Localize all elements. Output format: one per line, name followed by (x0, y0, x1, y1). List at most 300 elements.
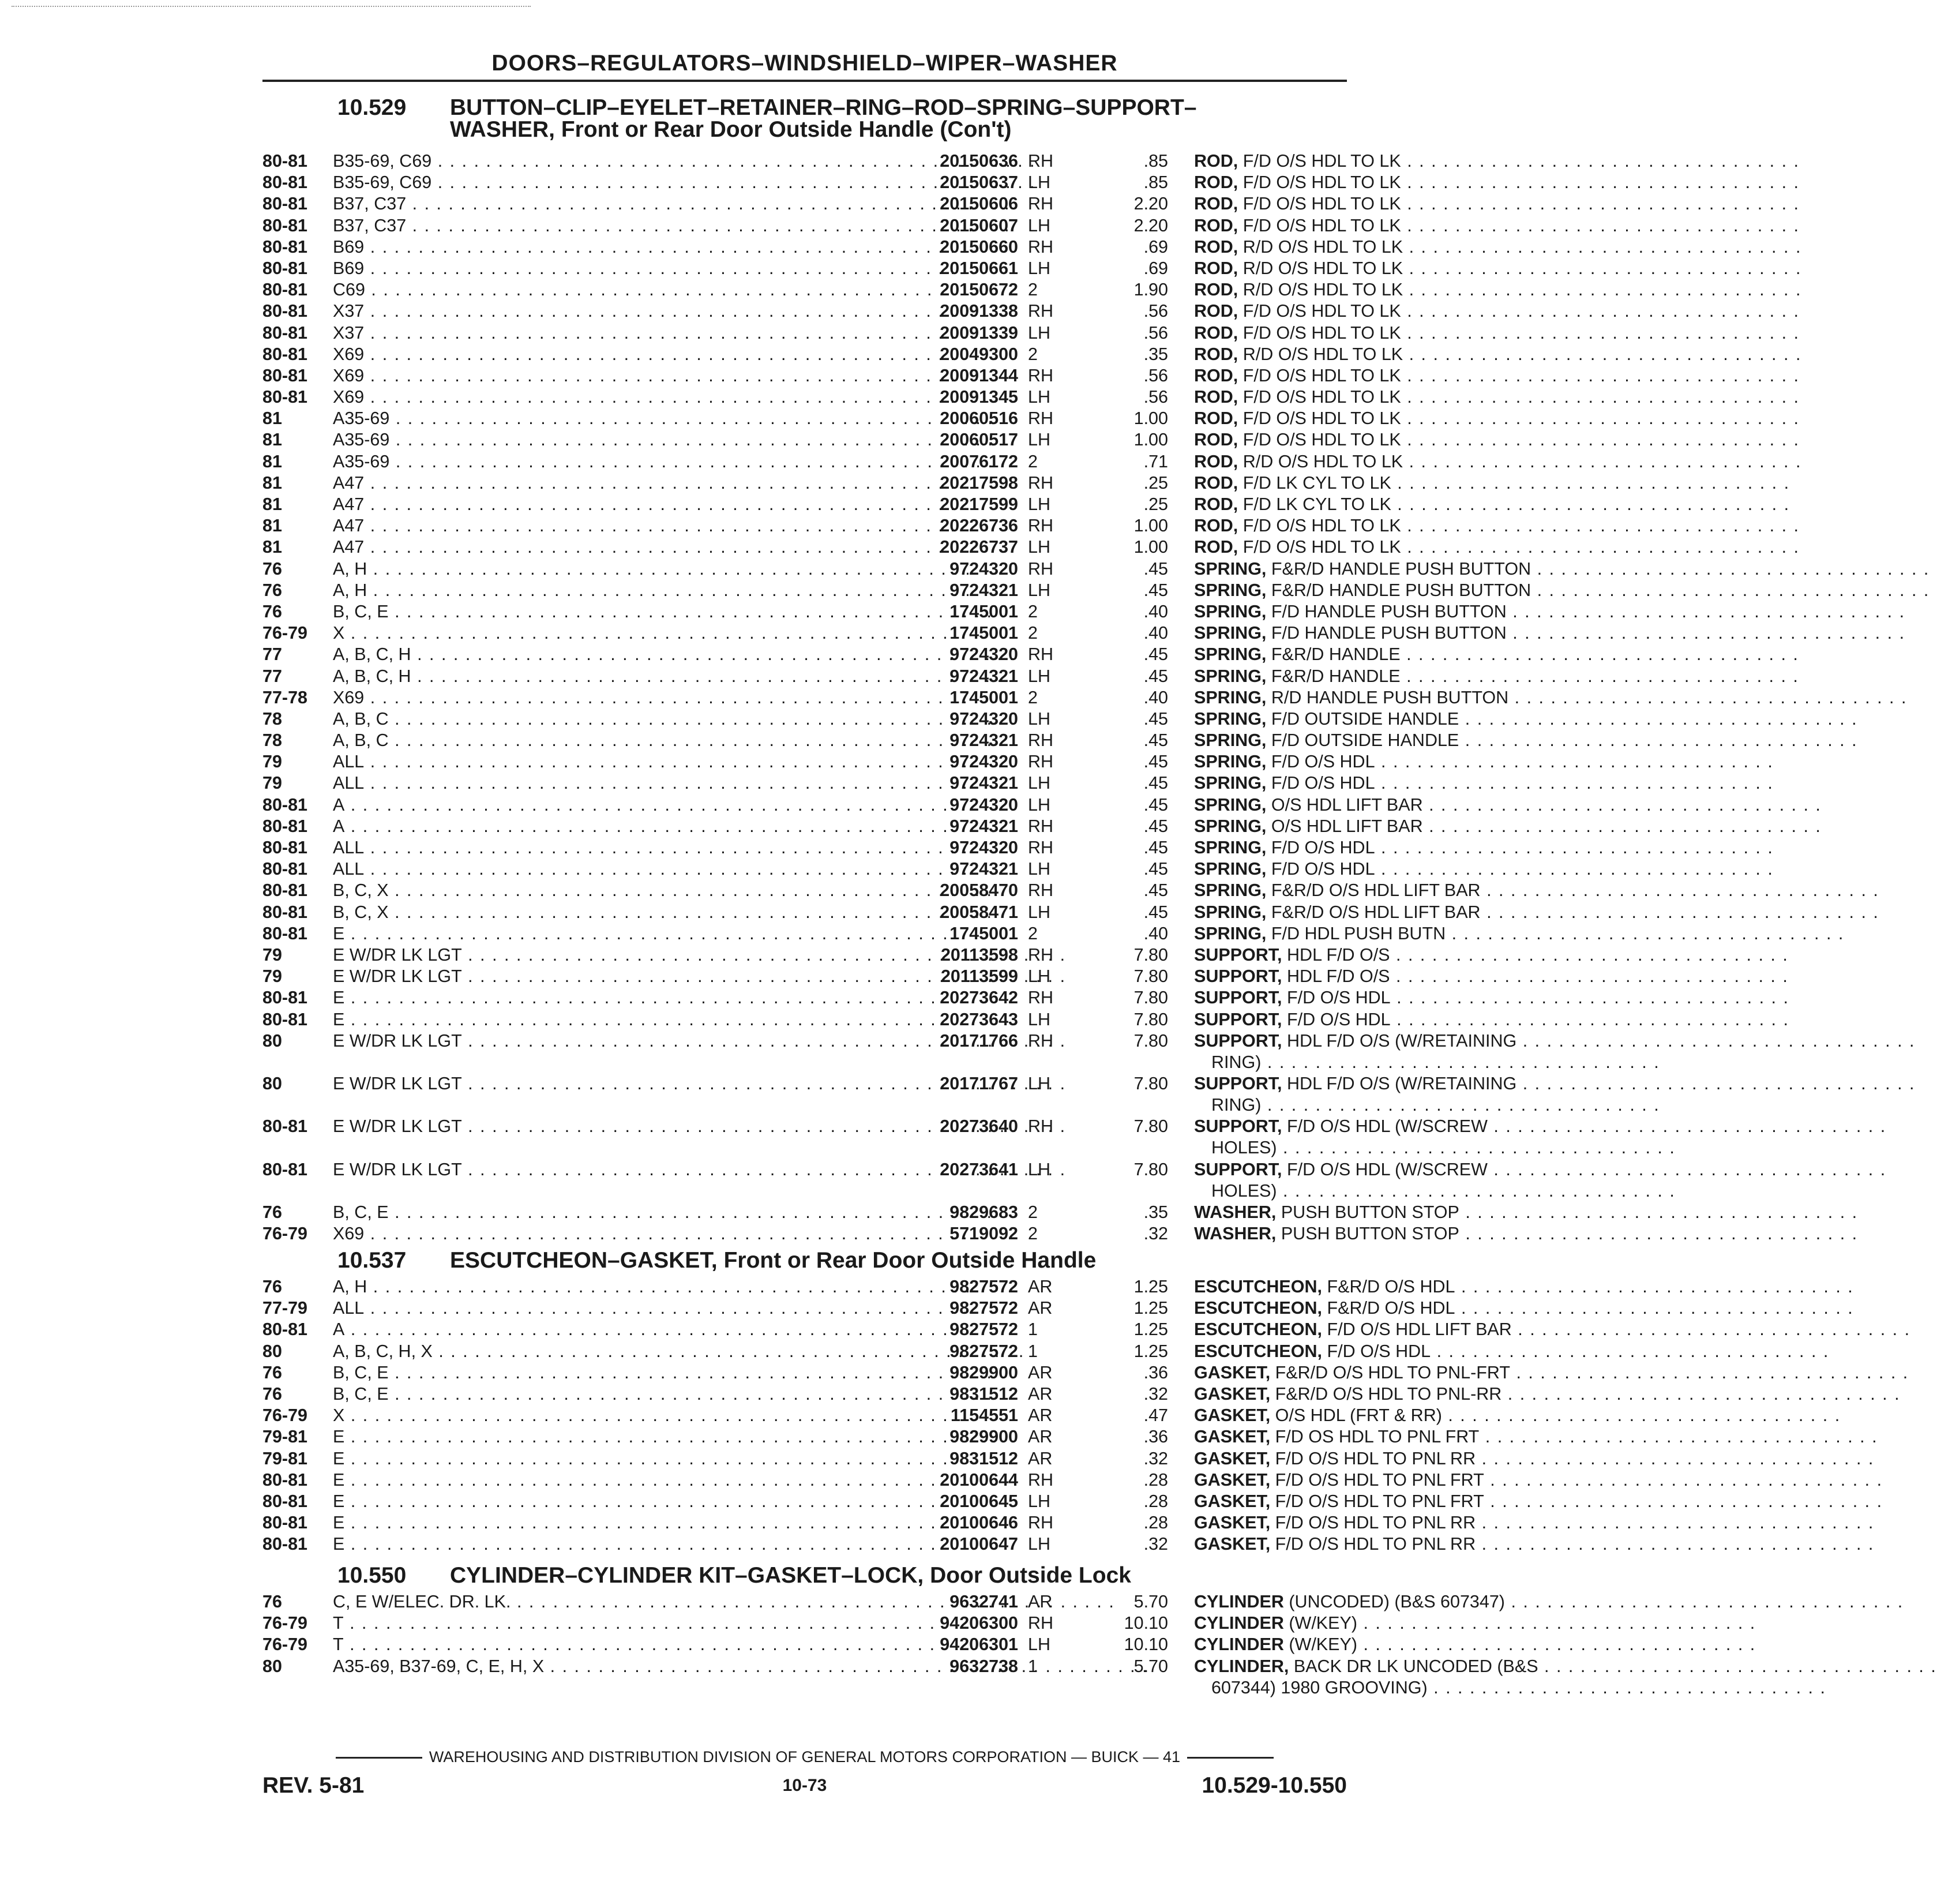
description-noun: CYLINDER (1194, 1613, 1284, 1633)
part-number: 20058470 (940, 880, 1018, 901)
price: 1.00 (1133, 430, 1168, 450)
description (1194, 323, 1598, 344)
description (1194, 344, 1598, 365)
year-range: 76 (262, 1362, 282, 1382)
description-detail: F/D O/S HDL TO LK (1242, 194, 1401, 214)
description-noun: WASHER, (1194, 1224, 1277, 1244)
part-number: 20150661 (940, 258, 1018, 278)
quantity: RH (1028, 752, 1054, 772)
description-noun: SPRING, (1194, 644, 1267, 665)
quantity: RH (1028, 408, 1054, 429)
model-text: E W/DR LK LGT (333, 1030, 462, 1051)
price: 7.80 (1133, 966, 1168, 987)
parts-list (262, 151, 1531, 1245)
description-noun: SPRING, (1194, 880, 1267, 901)
year-range: 81 (262, 408, 282, 429)
year-range: 80-81 (262, 794, 308, 815)
model-applicability (333, 687, 621, 709)
year-range: 81 (262, 494, 282, 514)
section-title (337, 1565, 1131, 1587)
model-applicability (333, 902, 621, 923)
model-applicability (333, 1634, 621, 1655)
list-item (262, 644, 1401, 665)
model-applicability (333, 1073, 621, 1095)
model-text: E (333, 1513, 345, 1533)
model-applicability (333, 1116, 621, 1137)
price: .40 (1143, 687, 1168, 707)
year-range: 77-78 (262, 687, 308, 707)
model-text: C, E W/ELEC. DR. LK. (333, 1592, 511, 1611)
quantity: LH (1028, 1009, 1050, 1029)
part-number: 20273642 (940, 988, 1018, 1008)
quantity: LH (1028, 173, 1050, 193)
part-number: 94206301 (940, 1635, 1018, 1655)
model-applicability (333, 494, 621, 515)
part-number: 1745001 (949, 687, 1018, 707)
description-noun: SUPPORT, (1194, 1159, 1282, 1179)
description-detail: F/D O/S HDL TO LK (1242, 151, 1401, 171)
list-item (262, 1591, 1505, 1613)
quantity: RH (1028, 816, 1054, 836)
description-noun: ESCUTCHEON, (1194, 1298, 1322, 1318)
model-applicability (333, 987, 621, 1009)
description (1194, 1656, 1598, 1699)
description-noun: ROD, (1194, 258, 1238, 278)
description-noun: SUPPORT, (1194, 1030, 1282, 1051)
quantity: RH (1028, 838, 1054, 857)
description (1194, 794, 1598, 816)
list-item (262, 1534, 1476, 1555)
description-continued: 607344) 1980 GROOVING) . . . (1194, 1677, 1598, 1699)
price: .85 (1143, 151, 1168, 171)
list-item (262, 1512, 1476, 1534)
model-text: E W/DR LK LGT (333, 1159, 462, 1179)
part-number: 20100647 (940, 1534, 1018, 1554)
description (1194, 1298, 1598, 1319)
part-number: 20091345 (940, 387, 1018, 407)
description-detail: F/D O/S HDL TO PNL RR (1275, 1448, 1476, 1468)
description-noun: ROD, (1194, 516, 1238, 536)
quantity: RH (1028, 237, 1054, 257)
model-applicability (333, 151, 621, 172)
description-noun: SUPPORT, (1194, 988, 1282, 1008)
price: 7.80 (1133, 944, 1168, 965)
description-noun: GASKET, (1194, 1534, 1271, 1554)
model-applicability (333, 944, 621, 966)
description (1194, 1223, 1598, 1245)
year-range: 76 (262, 1202, 282, 1223)
description (1194, 1448, 1598, 1470)
model-applicability (333, 429, 621, 451)
part-number: 9827572 (949, 1320, 1018, 1340)
year-range: 76-79 (262, 1635, 308, 1655)
list-item (262, 301, 1401, 322)
model-text: X (333, 623, 345, 643)
part-number: 9724321 (949, 666, 1018, 686)
quantity: LH (1028, 537, 1050, 557)
price: .71 (1143, 451, 1168, 471)
model-applicability (333, 666, 621, 687)
model-applicability (333, 966, 621, 987)
quantity: LH (1028, 580, 1050, 600)
description (1194, 494, 1598, 515)
description-noun: SUPPORT, (1194, 944, 1282, 965)
model-text: E (333, 1009, 345, 1029)
description-noun: SPRING, (1194, 923, 1267, 943)
quantity: AR (1028, 1405, 1053, 1426)
description-detail: F/D O/S HDL TO LK (1242, 430, 1401, 450)
description-noun: SUPPORT, (1194, 1116, 1282, 1137)
description-detail: F/D O/S HDL LIFT BAR (1327, 1320, 1512, 1340)
part-number: 9724321 (949, 730, 1018, 751)
description-noun: ROD, (1194, 494, 1238, 514)
description (1194, 1613, 1598, 1634)
parts-list (262, 1276, 1512, 1555)
model-applicability (333, 301, 621, 322)
price: .45 (1143, 752, 1168, 772)
description-noun: SPRING, (1194, 730, 1267, 751)
description (1194, 1384, 1598, 1405)
quantity: LH (1028, 859, 1050, 879)
year-range: 80-81 (262, 1009, 308, 1029)
description-noun: SPRING, (1194, 559, 1267, 579)
description-detail: F&R/D HANDLE PUSH BUTTON (1271, 580, 1531, 600)
model-text: B, C, E (333, 1384, 389, 1404)
quantity: RH (1028, 730, 1054, 751)
description-noun: SPRING, (1194, 752, 1267, 772)
price: 1.25 (1133, 1298, 1168, 1318)
list-item (262, 387, 1401, 408)
description (1194, 1341, 1598, 1362)
list-item (262, 580, 1531, 601)
model-text: B35-69, C69 (333, 173, 432, 193)
model-applicability (333, 644, 621, 665)
quantity: RH (1028, 151, 1054, 171)
price: .69 (1143, 237, 1168, 257)
description (1194, 258, 1598, 279)
list-item (262, 1384, 1502, 1405)
quantity: RH (1028, 1030, 1054, 1051)
description-noun: CYLINDER, (1194, 1656, 1289, 1676)
model-text: A (333, 1320, 345, 1340)
part-number: 20091338 (940, 301, 1018, 321)
model-applicability (333, 215, 621, 237)
model-applicability (333, 1202, 621, 1223)
quantity: LH (1028, 1491, 1050, 1511)
description-noun: ESCUTCHEON, (1194, 1320, 1322, 1340)
section-range: 10.529-10.550 (1202, 1773, 1347, 1798)
year-range: 77 (262, 644, 282, 665)
year-range: 80-81 (262, 880, 308, 901)
year-range: 80-81 (262, 323, 308, 343)
description (1194, 1276, 1598, 1298)
description (1194, 408, 1598, 429)
description-detail: (W/KEY) (1289, 1613, 1357, 1633)
price: .45 (1143, 709, 1168, 729)
description-detail: F/D O/S HDL (1287, 1009, 1391, 1029)
description (1194, 666, 1598, 687)
part-number: 9724320 (949, 794, 1018, 815)
section-number: 10.537 (337, 1248, 407, 1273)
quantity: 2 (1028, 1202, 1038, 1223)
year-range: 76 (262, 601, 282, 621)
price: .45 (1143, 838, 1168, 857)
price: .32 (1143, 1224, 1168, 1244)
part-number: 20150637 (940, 173, 1018, 193)
description-detail: F/D O/S HDL TO LK (1242, 301, 1401, 321)
quantity: 2 (1028, 687, 1038, 707)
price: 1.90 (1133, 280, 1168, 300)
year-range: 81 (262, 430, 282, 450)
year-range: 80-81 (262, 1320, 308, 1340)
year-range: 80-81 (262, 1513, 308, 1533)
model-text: A35-69, B37-69, C, E, H, X (333, 1656, 545, 1676)
description (1194, 215, 1598, 237)
quantity: AR (1028, 1362, 1053, 1382)
description (1194, 601, 1598, 623)
part-number: 9724321 (949, 816, 1018, 836)
description (1194, 859, 1598, 880)
description-noun: SPRING, (1194, 838, 1267, 857)
model-applicability (333, 1591, 621, 1613)
quantity: AR (1028, 1384, 1053, 1404)
quantity: RH (1028, 880, 1054, 901)
description-noun: SPRING, (1194, 816, 1267, 836)
year-range: 80-81 (262, 258, 308, 278)
description-detail: R/D O/S HDL TO LK (1242, 280, 1403, 300)
list-item (262, 880, 1481, 901)
section-heading: BUTTON–CLIP–EYELET–RETAINER–RING–ROD–SPRING–SUPPORT– (450, 95, 1197, 120)
model-applicability (333, 193, 621, 215)
quantity: LH (1028, 666, 1050, 686)
description-detail: R/D O/S HDL TO LK (1242, 237, 1403, 257)
description (1194, 1319, 1598, 1340)
description-detail: F&R/D HANDLE PUSH BUTTON (1271, 559, 1531, 579)
part-number: 9724321 (949, 773, 1018, 793)
description (1194, 237, 1598, 258)
part-number: 20150636 (940, 151, 1018, 171)
model-applicability (333, 559, 621, 580)
list-item (262, 172, 1401, 193)
year-range: 79 (262, 773, 282, 793)
quantity: 2 (1028, 623, 1038, 643)
price: .56 (1143, 323, 1168, 343)
list-item (262, 987, 1391, 1009)
list-item (262, 902, 1481, 923)
year-range: 80-81 (262, 301, 308, 321)
description-detail: F/D O/S HDL TO LK (1242, 516, 1401, 536)
description-noun: ESCUTCHEON, (1194, 1277, 1322, 1296)
description-detail: (W/KEY) (1289, 1635, 1357, 1655)
description (1194, 837, 1598, 859)
description-noun: GASKET, (1194, 1448, 1271, 1468)
quantity: AR (1028, 1298, 1053, 1318)
description-noun: SPRING, (1194, 773, 1267, 793)
description-detail: F/D O/S HDL (1271, 752, 1375, 772)
price: .45 (1143, 880, 1168, 901)
list-item (262, 794, 1423, 816)
description-noun: ROD, (1194, 215, 1238, 235)
description (1194, 644, 1598, 665)
model-text: ALL (333, 859, 365, 879)
year-range: 80-81 (262, 1116, 308, 1137)
model-text: T (333, 1613, 344, 1633)
quantity: LH (1028, 794, 1050, 815)
price: .45 (1143, 580, 1168, 600)
description-detail: F/D O/S HDL TO LK (1242, 215, 1401, 235)
year-range: 80-81 (262, 194, 308, 214)
description-noun: ROD, (1194, 194, 1238, 214)
model-applicability (333, 1534, 621, 1555)
description-noun: GASKET, (1194, 1491, 1271, 1511)
model-applicability (333, 172, 621, 193)
description (1194, 1362, 1598, 1384)
description-detail: (UNCODED) (B&S 607347) (1289, 1592, 1505, 1611)
price: 7.80 (1133, 1074, 1168, 1094)
model-text: E (333, 1427, 345, 1447)
description (1194, 1634, 1598, 1655)
description (1194, 1009, 1598, 1030)
list-item (262, 279, 1403, 301)
quantity: AR (1028, 1277, 1053, 1296)
description-detail: F/D O/S HDL (1287, 988, 1391, 1008)
model-applicability (333, 408, 621, 429)
part-number: 9827572 (949, 1298, 1018, 1318)
quantity: RH (1028, 644, 1054, 665)
model-applicability (333, 387, 621, 408)
list-item (262, 859, 1375, 880)
part-number: 20217599 (940, 494, 1018, 514)
description (1194, 387, 1598, 408)
quantity: LH (1028, 966, 1050, 987)
year-range: 80 (262, 1656, 282, 1676)
quantity: LH (1028, 1534, 1050, 1554)
model-text: A47 (333, 473, 365, 493)
price: .56 (1143, 301, 1168, 321)
quantity: LH (1028, 430, 1050, 450)
model-applicability (333, 859, 621, 880)
model-text: A47 (333, 516, 365, 536)
price: 1.25 (1133, 1341, 1168, 1361)
description-detail: HDL F/D O/S (W/RETAINING (1287, 1030, 1517, 1051)
parts-list (262, 1591, 1538, 1699)
description (1194, 1591, 1598, 1613)
model-text: B, C, E (333, 1362, 389, 1382)
year-range: 80-81 (262, 365, 308, 385)
year-range: 80 (262, 1030, 282, 1051)
price: .40 (1143, 923, 1168, 943)
part-number: 1745001 (949, 623, 1018, 643)
section-title (337, 1250, 1096, 1272)
description-detail: F/D LK CYL TO LK (1242, 473, 1391, 493)
part-number: 20150606 (940, 194, 1018, 214)
list-item (262, 1426, 1480, 1448)
list-item (262, 151, 1401, 172)
year-range: 78 (262, 730, 282, 751)
list-item (262, 1613, 1357, 1634)
model-text: X69 (333, 387, 365, 407)
year-range: 81 (262, 537, 282, 557)
model-applicability (333, 751, 621, 773)
quantity: 1 (1028, 1320, 1038, 1340)
description-detail: PUSH BUTTON STOP (1281, 1202, 1459, 1223)
quantity: LH (1028, 773, 1050, 793)
quantity: LH (1028, 323, 1050, 343)
section-heading: CYLINDER–CYLINDER KIT–GASKET–LOCK, Door Outside Lock (450, 1563, 1131, 1588)
quantity: LH (1028, 215, 1050, 235)
price: .45 (1143, 816, 1168, 836)
model-text: A (333, 794, 345, 815)
model-text: ALL (333, 1298, 365, 1318)
part-number: 9831512 (949, 1384, 1018, 1404)
description-detail: F/D O/S HDL (1327, 1341, 1431, 1361)
model-text: B, C, X (333, 902, 389, 922)
list-item (262, 623, 1507, 644)
quantity: RH (1028, 473, 1054, 493)
description (1194, 559, 1598, 580)
list-item (262, 1298, 1455, 1319)
model-text: ALL (333, 773, 365, 793)
model-applicability (333, 580, 621, 601)
year-range: 80-81 (262, 859, 308, 879)
description-noun: ROD, (1194, 173, 1238, 193)
description-detail: F/D O/S HDL (1271, 773, 1375, 793)
description (1194, 966, 1598, 987)
model-applicability (333, 1159, 621, 1180)
description-noun: ROD, (1194, 151, 1238, 171)
model-text: B35-69, C69 (333, 151, 432, 171)
description (1194, 987, 1598, 1009)
model-text: E W/DR LK LGT (333, 1116, 462, 1137)
description-detail: O/S HDL LIFT BAR (1271, 794, 1423, 815)
price: .45 (1143, 559, 1168, 579)
model-applicability (333, 451, 621, 473)
description-detail: PUSH BUTTON STOP (1281, 1224, 1459, 1244)
description (1194, 902, 1598, 923)
model-text: X (333, 1405, 345, 1426)
section-title (337, 97, 1196, 141)
description-detail: F/D O/S HDL TO PNL RR (1275, 1513, 1476, 1533)
model-applicability (333, 1362, 621, 1384)
model-text: A, B, C, H (333, 666, 411, 686)
description-detail: F/D O/S HDL TO LK (1242, 365, 1401, 385)
part-number: 9724320 (949, 752, 1018, 772)
list-item (262, 1656, 1538, 1699)
quantity: RH (1028, 194, 1054, 214)
model-text: X37 (333, 323, 365, 343)
year-range: 76-79 (262, 1613, 308, 1633)
year-range: 80-81 (262, 1470, 308, 1490)
description-noun: CYLINDER (1194, 1635, 1284, 1655)
price: 7.80 (1133, 1030, 1168, 1051)
year-range: 77-79 (262, 1298, 308, 1318)
model-text: E (333, 1534, 345, 1554)
quantity: LH (1028, 387, 1050, 407)
part-number: 20049300 (940, 344, 1018, 364)
quantity: 2 (1028, 923, 1038, 943)
model-applicability (333, 1223, 621, 1245)
description-detail: HDL F/D O/S (1287, 944, 1390, 965)
description-detail: F/D O/S HDL TO LK (1242, 537, 1401, 557)
price: .56 (1143, 387, 1168, 407)
description-detail: F&R/D O/S HDL LIFT BAR (1271, 880, 1481, 901)
year-range: 80-81 (262, 902, 308, 922)
quantity: RH (1028, 1513, 1054, 1533)
price: .32 (1143, 1534, 1168, 1554)
part-number: 94206300 (940, 1613, 1018, 1633)
list-item (262, 666, 1401, 687)
description-detail: R/D O/S HDL TO LK (1242, 258, 1403, 278)
